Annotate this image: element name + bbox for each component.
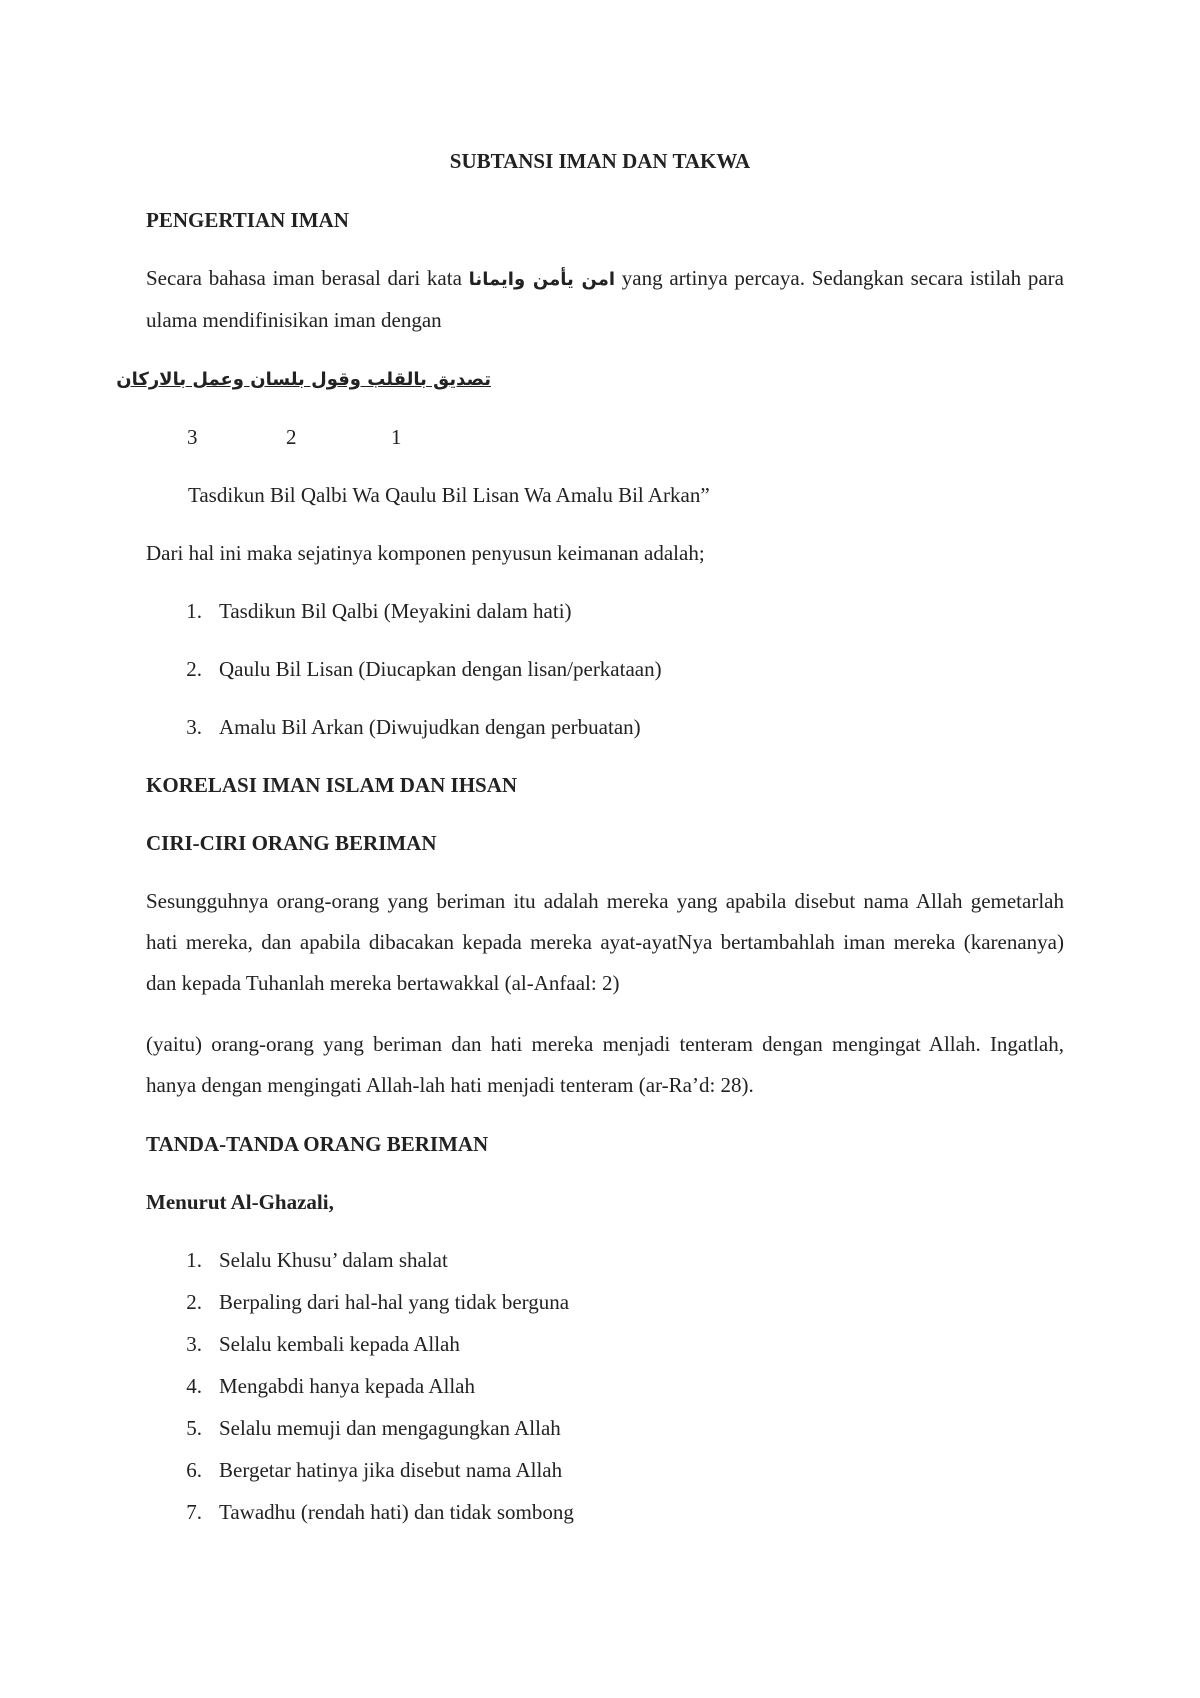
arabic-word-amana: امن يأمن وايمانا [468,269,616,290]
component-number: 1. [186,599,202,623]
arabic-part-number-3: 3 [187,425,198,449]
component-text: Tasdikun Bil Qalbi (Meyakini dalam hati) [219,599,572,623]
component-number: 3. [186,715,202,739]
heading-tanda-tanda: TANDA-TANDA ORANG BERIMAN [146,1132,489,1156]
heading-pengertian-iman: PENGERTIAN IMAN [146,208,349,232]
sign-number: 1. [186,1248,202,1272]
sign-text: Berpaling dari hal-hal yang tidak berguna [219,1290,570,1314]
paragraph-al-anfaal: Sesungguhnya orang-orang yang beriman itu adalah mereka yang apabila disebut nama Allah gemetarlah hati mereka, dan apabila dibacakan kepada mereka ayat-ayatNya bertambahlah iman mereka (karenanya) dan kepada Tuhanlah mereka bertawakkal (al-Anfaal: 2) [146,889,1064,995]
component-number: 2. [186,657,202,681]
sign-text: Selalu memuji dan mengagungkan Allah [219,1416,561,1440]
arabic-definition: تصديق بالقلب وقول بلسان وعمل بالاركان [116,369,491,390]
components-intro: Dari hal ini maka sejatinya komponen penyusun keimanan adalah; [146,541,705,565]
heading-ciri-ciri: CIRI-CIRI ORANG BERIMAN [146,831,437,855]
paragraph-bahasa-iman-start: Secara bahasa iman berasal dari kata [146,266,469,290]
heading-korelasi: KORELASI IMAN ISLAM DAN IHSAN [146,773,518,797]
sign-number: 4. [186,1374,202,1398]
transliteration: Tasdikun Bil Qalbi Wa Qaulu Bil Lisan Wa Amalu Bil Arkan” [188,483,710,507]
sign-text: Selalu Khusu’ dalam shalat [219,1248,448,1272]
subheading-al-ghazali: Menurut Al-Ghazali, [146,1190,334,1214]
component-text: Amalu Bil Arkan (Diwujudkan dengan perbuatan) [219,715,641,739]
arabic-part-number-1: 1 [391,425,402,449]
sign-text: Tawadhu (rendah hati) dan tidak sombong [219,1500,574,1524]
sign-text: Bergetar hatinya jika disebut nama Allah [219,1458,563,1482]
sign-text: Selalu kembali kepada Allah [219,1332,460,1356]
document-title: SUBTANSI IMAN DAN TAKWA [449,149,751,173]
sign-number: 5. [186,1416,202,1440]
arabic-part-number-2: 2 [286,425,297,449]
paragraph-bahasa-iman [146,258,1064,341]
paragraph-bahasa-iman-end: yang artinya percaya. Sedangkan secara istilah para ulama mendifinisikan iman dengan [146,266,1064,332]
sign-number: 3. [186,1332,202,1356]
sign-text: Mengabdi hanya kepada Allah [219,1374,475,1398]
sign-number: 2. [186,1290,202,1314]
sign-number: 6. [186,1458,202,1482]
paragraph-ar-rad: (yaitu) orang-orang yang beriman dan hati mereka menjadi tenteram dengan mengingat Allah. Ingatlah, hanya dengan mengingati Allah-lah hati menjadi tenteram (ar-Ra’d: 28). [146,1032,1064,1097]
sign-number: 7. [186,1500,202,1524]
component-text: Qaulu Bil Lisan (Diucapkan dengan lisan/perkataan) [219,657,662,681]
